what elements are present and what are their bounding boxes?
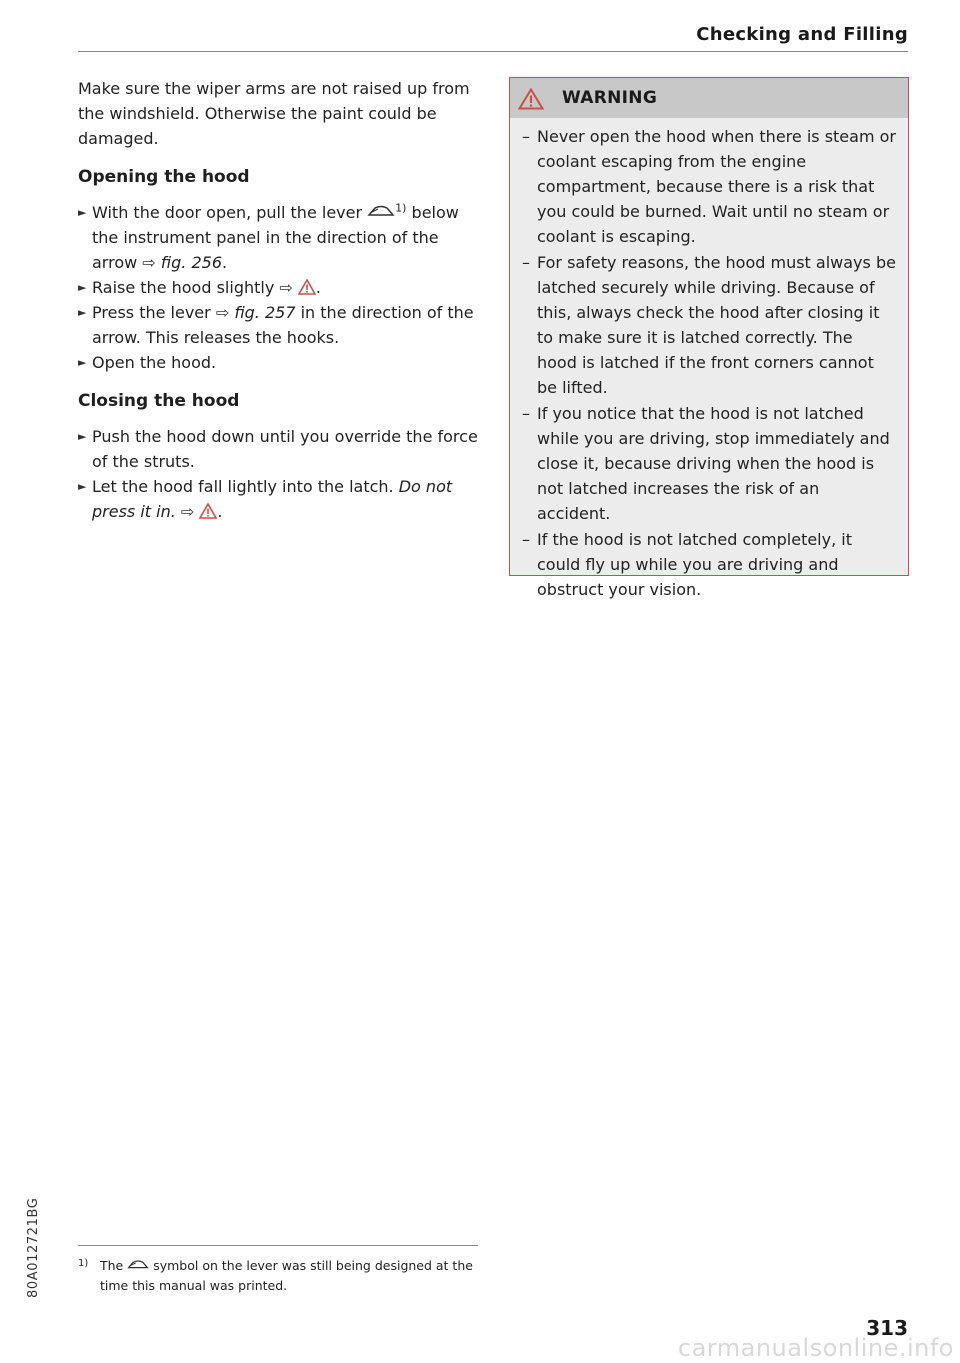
warning-item-text: If you notice that the hood is not latched while you are driving, stop immediately and close it, because driving when the hood is not latched increases the risk of an accident.: [537, 404, 890, 523]
step-text: Press the lever: [92, 303, 211, 322]
step-text: With the door open, pull the lever: [92, 203, 363, 222]
page-header-title: Checking and Filling: [696, 24, 908, 45]
closing-heading: Closing the hood: [78, 391, 240, 411]
header-divider: [78, 51, 908, 52]
step-text: Let the hood fall lightly into the latch.: [92, 477, 394, 496]
ref-arrow: ⇨: [215, 303, 230, 322]
closing-step-2: [78, 474, 483, 524]
intro-paragraph: Make sure the wiper arms are not raised up from the windshield. Otherwise the paint could be damaged.: [78, 79, 470, 148]
step-bullet-icon: ►: [78, 356, 87, 369]
step-bullet-icon: ►: [78, 430, 87, 443]
step-emphasis: Do not press it in.: [92, 477, 453, 521]
step-bullet-icon: ►: [78, 480, 87, 493]
opening-step-2: [78, 275, 483, 300]
step-bullet-icon: ►: [78, 306, 87, 319]
ref-arrow: ⇨: [142, 253, 156, 272]
watermark: carmanualsonline.info: [677, 1334, 954, 1362]
step-text: below the instrument panel in the direction of the arrow: [92, 203, 459, 272]
footnote-mark: 1): [78, 1258, 89, 1269]
list-dash: –: [522, 530, 530, 549]
step-bullet-icon: ►: [78, 206, 87, 219]
warning-title: WARNING: [562, 88, 658, 108]
step-text: Open the hood.: [92, 353, 217, 372]
warning-triangle-icon[interactable]: [298, 279, 316, 295]
warning-item: [522, 124, 896, 249]
closing-step-1: [78, 424, 483, 474]
closing-steps: [78, 424, 483, 524]
warning-item: [522, 250, 896, 400]
warning-item-text: Never open the hood when there is steam or coolant escaping from the engine compartment, because there is a risk that you could be burned. Wait until no steam or coolant is escaping.: [537, 127, 896, 246]
list-dash: –: [522, 127, 530, 146]
warning-triangle-icon[interactable]: [199, 503, 217, 519]
opening-steps: [78, 200, 483, 375]
warning-header: [510, 78, 908, 118]
footnote-ref: 1): [395, 201, 407, 215]
document-code: 80A012721BG: [26, 1197, 41, 1298]
step-text: Raise the hood slightly: [92, 278, 275, 297]
opening-heading: Opening the hood: [78, 167, 250, 187]
ref-arrow: ⇨: [180, 502, 195, 521]
warning-item: [522, 401, 896, 526]
warning-list: [510, 118, 908, 602]
footnote-text-start: The: [100, 1258, 124, 1273]
hood-lever-icon: [367, 204, 395, 218]
opening-step-3: [78, 300, 483, 350]
footnote-divider: [78, 1245, 478, 1246]
page-number: 313: [866, 1316, 908, 1340]
step-bullet-icon: ►: [78, 281, 87, 294]
step-text: Push the hood down until you override the force of the struts.: [92, 427, 478, 471]
hood-lever-icon: [127, 1259, 149, 1270]
warning-item-text: For safety reasons, the hood must always be latched securely while driving. Because of this, always check the hood after closing it to make sure it is latched correctly. The hood is latched if the front corners cannot be lifted.: [537, 253, 896, 397]
list-dash: –: [522, 404, 530, 423]
punctuation: .: [315, 278, 321, 297]
footnote-text: [78, 1256, 478, 1296]
footnote-text-end: symbol on the lever was still being designed at the time this manual was printed.: [100, 1258, 473, 1293]
step-text: in the direction of the arrow. This releases the hooks.: [92, 303, 474, 347]
figure-reference[interactable]: fig. 257: [234, 303, 296, 322]
warning-item-text: If the hood is not latched completely, it could fly up while you are driving and obstruct your vision.: [537, 530, 852, 599]
opening-step-4: [78, 350, 483, 375]
footnote: [78, 1256, 478, 1296]
warning-item: [522, 527, 896, 602]
punctuation: .: [217, 502, 223, 521]
warning-triangle-icon: [518, 88, 544, 110]
opening-step-1: [78, 200, 483, 275]
left-column: [78, 76, 483, 538]
punctuation: .: [222, 253, 228, 272]
figure-reference[interactable]: fig. 256: [160, 253, 222, 272]
ref-arrow: ⇨: [279, 278, 293, 297]
list-dash: –: [522, 253, 530, 272]
warning-box: [509, 77, 909, 599]
